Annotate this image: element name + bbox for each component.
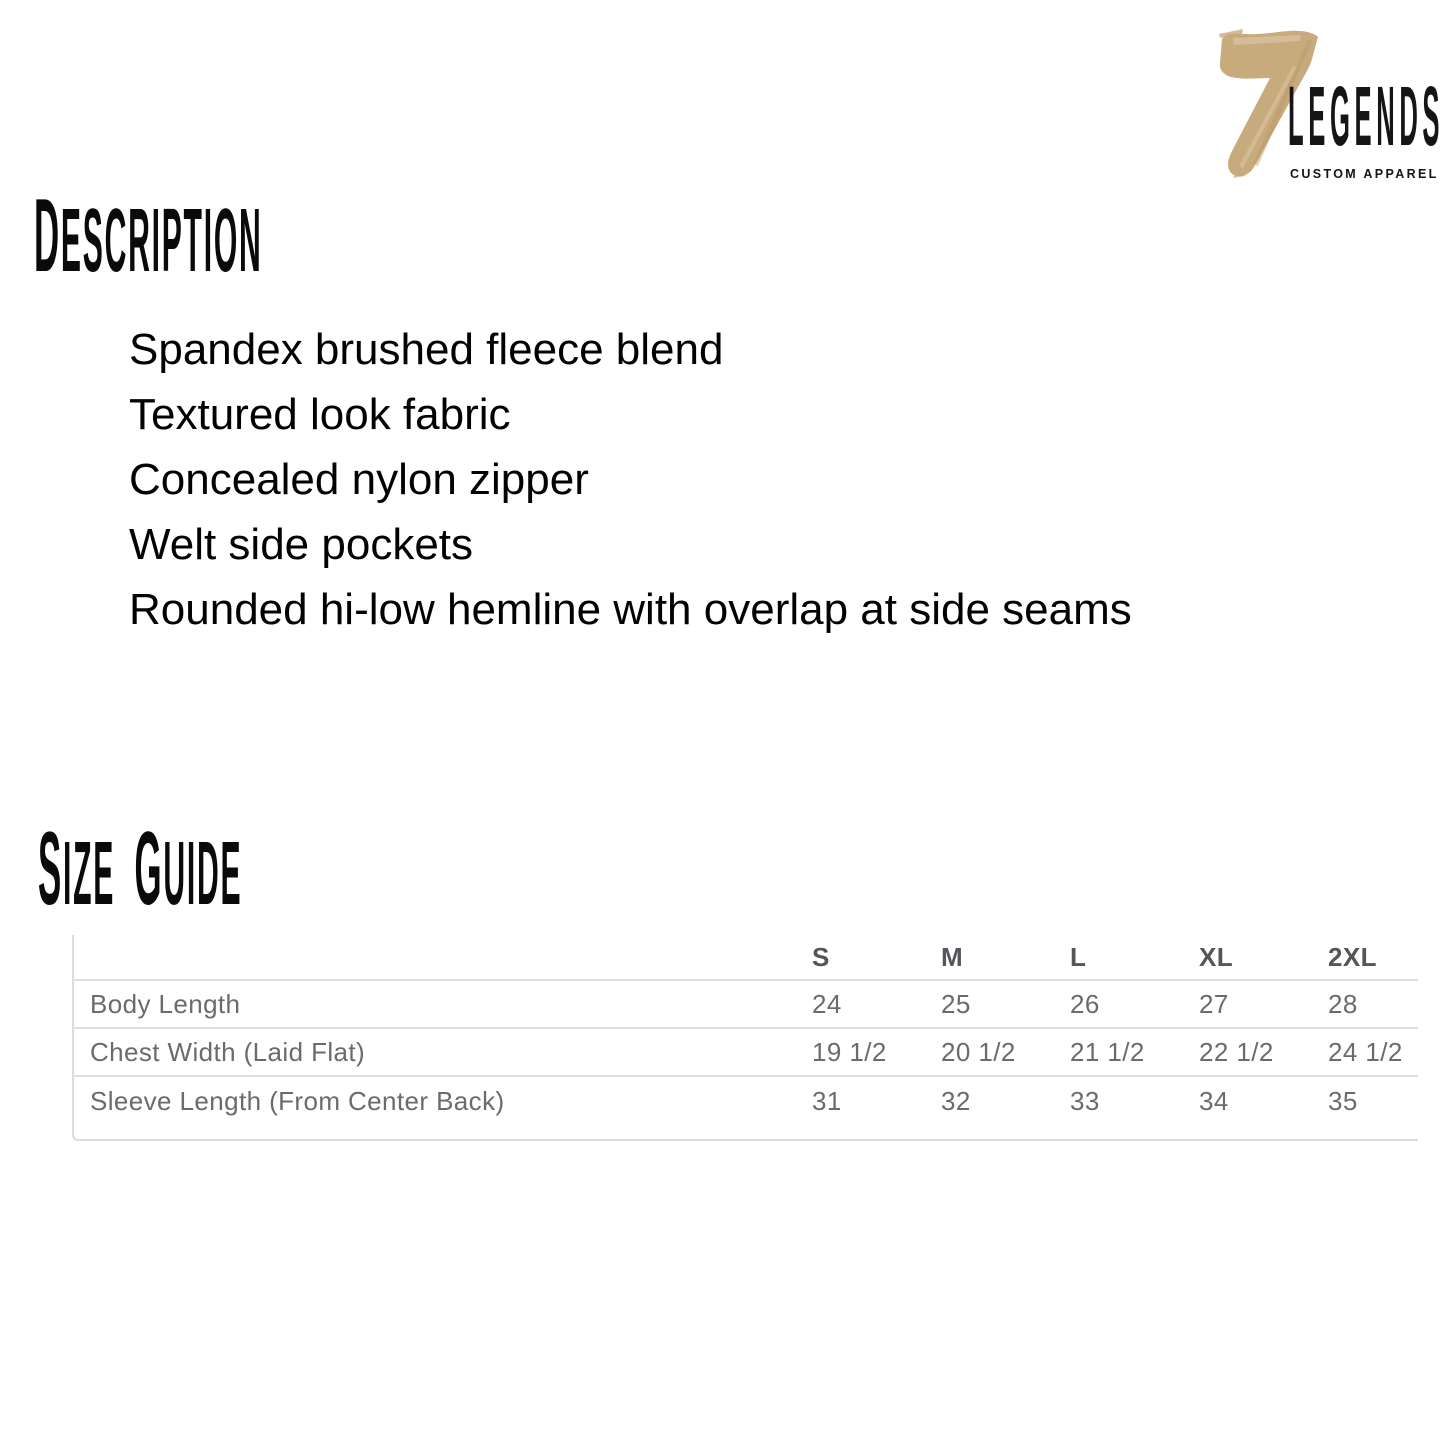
size-value-cell: 27 — [1199, 988, 1229, 1019]
size-value-cell: 26 — [1070, 988, 1100, 1019]
description-item: Rounded hi-low hemline with overlap at side seams — [129, 585, 1132, 634]
size-value-cell: 32 — [941, 1085, 971, 1116]
brand-name: LEGENDS — [1288, 69, 1445, 163]
size-column-header: M — [941, 941, 964, 972]
size-row-label: Chest Width (Laid Flat) — [90, 1036, 366, 1067]
size-value-cell: 34 — [1199, 1085, 1229, 1116]
size-value-cell: 25 — [941, 988, 971, 1019]
description-heading: DESCRIPTION — [34, 178, 263, 294]
size-guide-heading: SIZE GUIDE — [38, 811, 243, 927]
size-value-cell: 20 1/2 — [941, 1036, 1016, 1067]
size-table-row — [74, 981, 1418, 1029]
description-item: Welt side pockets — [129, 520, 474, 569]
size-column-header: S — [812, 941, 830, 972]
description-list — [129, 317, 1132, 642]
size-value-cell: 31 — [812, 1085, 842, 1116]
size-value-cell: 33 — [1070, 1085, 1100, 1116]
size-value-cell: 24 1/2 — [1328, 1036, 1403, 1067]
size-value-cell: 22 1/2 — [1199, 1036, 1274, 1067]
size-value-cell: 24 — [812, 988, 842, 1019]
brand-tagline: CUSTOM APPAREL — [1290, 167, 1439, 181]
description-item: Textured look fabric — [129, 390, 511, 439]
size-table-header-row — [74, 935, 1418, 981]
size-value-cell: 35 — [1328, 1085, 1358, 1116]
size-value-cell: 21 1/2 — [1070, 1036, 1145, 1067]
size-value-cell: 28 — [1328, 988, 1358, 1019]
brand-logo — [1208, 24, 1445, 181]
size-value-cell: 19 1/2 — [812, 1036, 887, 1067]
size-row-label: Sleeve Length (From Center Back) — [90, 1085, 505, 1116]
size-table-row — [74, 1029, 1418, 1077]
description-item: Spandex brushed fleece blend — [129, 325, 724, 374]
size-table-row — [74, 1077, 1418, 1125]
size-column-header: XL — [1199, 941, 1234, 972]
description-item: Concealed nylon zipper — [129, 455, 589, 504]
size-column-header: 2XL — [1328, 941, 1377, 972]
size-row-label: Body Length — [90, 988, 241, 1019]
size-guide-table — [72, 935, 1418, 1141]
size-column-header: L — [1070, 941, 1087, 972]
